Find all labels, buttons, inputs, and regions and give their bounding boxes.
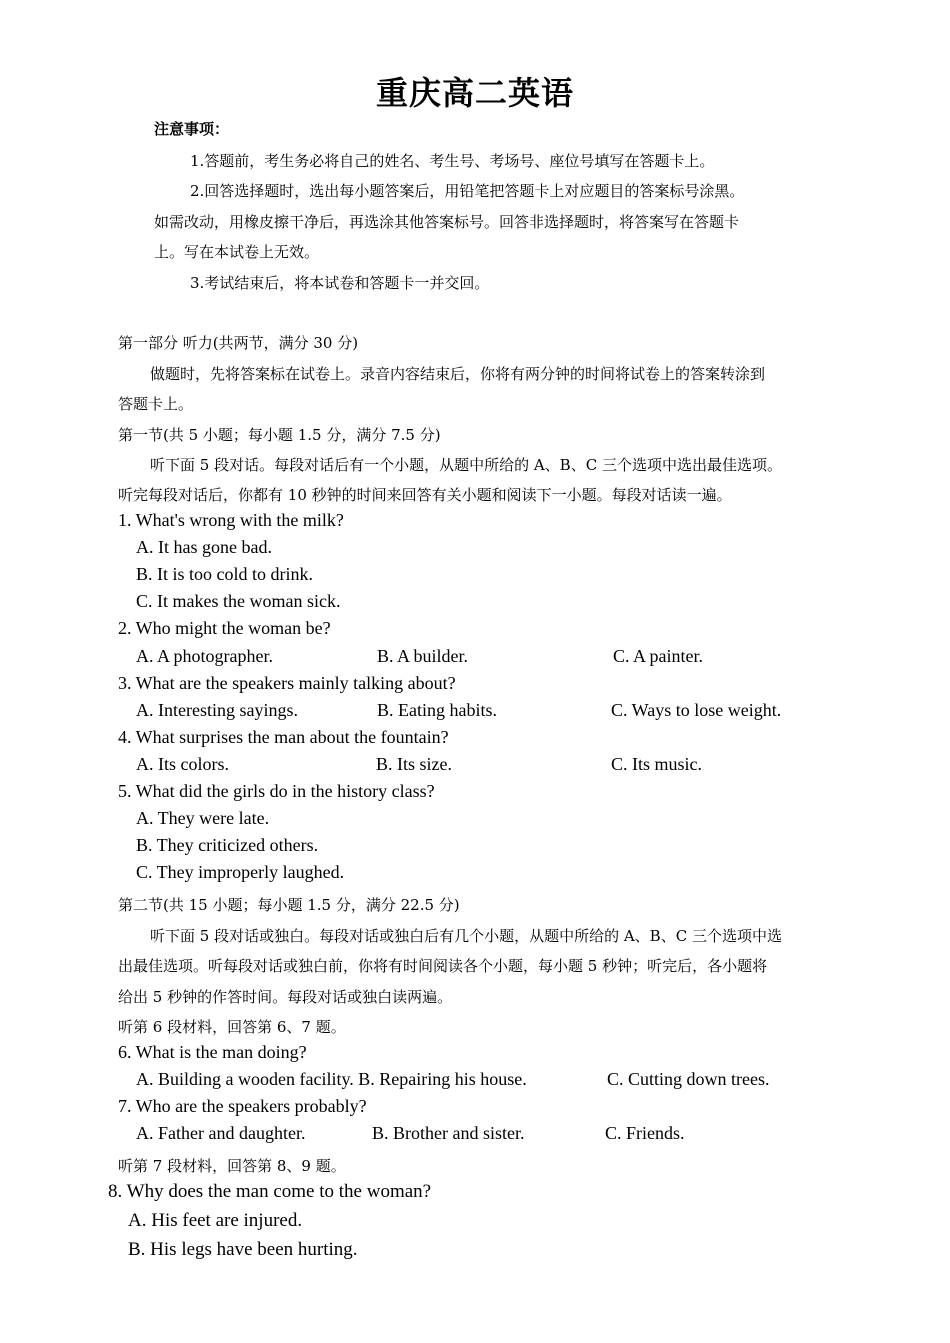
q7-option-c: C. Friends. (605, 1123, 685, 1143)
q5-option-a: A. They were late. (136, 808, 270, 828)
section2-intro-line-2: 出最佳选项。听每段对话或独白前，你将有时间阅读各个小题，每小题 5 秒钟；听完后，各小题将 (118, 957, 768, 975)
q4-option-c: C. Its music. (611, 754, 703, 774)
notice-item-2-line-2: 如需改动，用橡皮擦干净后，再选涂其他答案标号。回答非选择题时，将答案写在答题卡 (154, 213, 740, 231)
q2-option-b: B. A builder. (377, 646, 469, 666)
text7-instruction: 听第 7 段材料，回答第 8、9 题。 (118, 1157, 346, 1175)
q6-option-a-b: A. Building a wooden facility. B. Repairing his house. (136, 1069, 527, 1089)
q4-option-a: A. Its colors. (136, 754, 229, 774)
q4-option-b: B. Its size. (376, 754, 452, 774)
q5-stem: 5. What did the girls do in the history class? (118, 781, 435, 801)
section2-intro-line-1: 听下面 5 段对话或独白。每段对话或独白后有几个小题，从题中所给的 A、B、C 三个选项中选 (150, 927, 782, 945)
section1-intro-line-1: 听下面 5 段对话。每段对话后有一个小题，从题中所给的 A、B、C 三个选项中选出最佳选项。 (150, 456, 782, 474)
q7-option-a: A. Father and daughter. (136, 1123, 306, 1143)
section1-heading: 第一节(共 5 小题；每小题 1.5 分，满分 7.5 分) (118, 426, 441, 444)
section2-heading: 第二节(共 15 小题；每小题 1.5 分，满分 22.5 分) (118, 896, 460, 914)
q8-option-b: B. His legs have been hurting. (128, 1239, 358, 1260)
q3-option-a: A. Interesting sayings. (136, 700, 298, 720)
notice-heading: 注意事项： (154, 120, 230, 138)
q3-option-b: B. Eating habits. (377, 700, 497, 720)
q1-option-b: B. It is too cold to drink. (136, 564, 313, 584)
q2-option-a: A. A photographer. (136, 646, 273, 666)
q1-option-a: A. It has gone bad. (136, 537, 272, 557)
q6-option-c: C. Cutting down trees. (607, 1069, 770, 1089)
q3-option-c: C. Ways to lose weight. (611, 700, 782, 720)
q1-stem: 1. What's wrong with the milk? (118, 510, 344, 530)
page-title: 重庆高二英语 (375, 74, 574, 112)
q2-stem: 2. Who might the woman be? (118, 618, 331, 638)
notice-item-2-line-1: 2.回答选择题时，选出每小题答案后，用铅笔把答题卡上对应题目的答案标号涂黑。 (190, 182, 745, 200)
q7-option-b: B. Brother and sister. (372, 1123, 525, 1143)
q2-option-c: C. A painter. (613, 646, 703, 666)
q7-stem: 7. Who are the speakers probably? (118, 1096, 367, 1116)
section1-intro-line-2: 听完每段对话后，你都有 10 秒钟的时间来回答有关小题和阅读下一小题。每段对话读一遍。 (118, 486, 732, 504)
q8-option-a: A. His feet are injured. (128, 1210, 303, 1231)
part1-intro-line-1: 做题时，先将答案标在试卷上。录音内容结束后，你将有两分钟的时间将试卷上的答案转涂到 (150, 365, 766, 383)
q5-option-b: B. They criticized others. (136, 835, 319, 855)
notice-item-2-line-3: 上。写在本试卷上无效。 (154, 243, 320, 261)
q4-stem: 4. What surprises the man about the fountain? (118, 727, 449, 747)
part1-heading: 第一部分 听力(共两节，满分 30 分) (118, 334, 359, 352)
section2-intro-line-3: 给出 5 秒钟的作答时间。每段对话或独白读两遍。 (118, 988, 453, 1006)
q3-stem: 3. What are the speakers mainly talking about? (118, 673, 456, 693)
q1-option-c: C. It makes the woman sick. (136, 591, 341, 611)
notice-item-1: 1.答题前，考生务必将自己的姓名、考生号、考场号、座位号填写在答题卡上。 (190, 152, 715, 170)
text6-instruction: 听第 6 段材料，回答第 6、7 题。 (118, 1018, 346, 1036)
q6-stem: 6. What is the man doing? (118, 1042, 307, 1062)
part1-intro-line-2: 答题卡上。 (118, 395, 194, 413)
q8-stem: 8. Why does the man come to the woman? (108, 1181, 432, 1202)
notice-item-3: 3.考试结束后，将本试卷和答题卡一并交回。 (190, 274, 490, 292)
q5-option-c: C. They improperly laughed. (136, 862, 345, 882)
